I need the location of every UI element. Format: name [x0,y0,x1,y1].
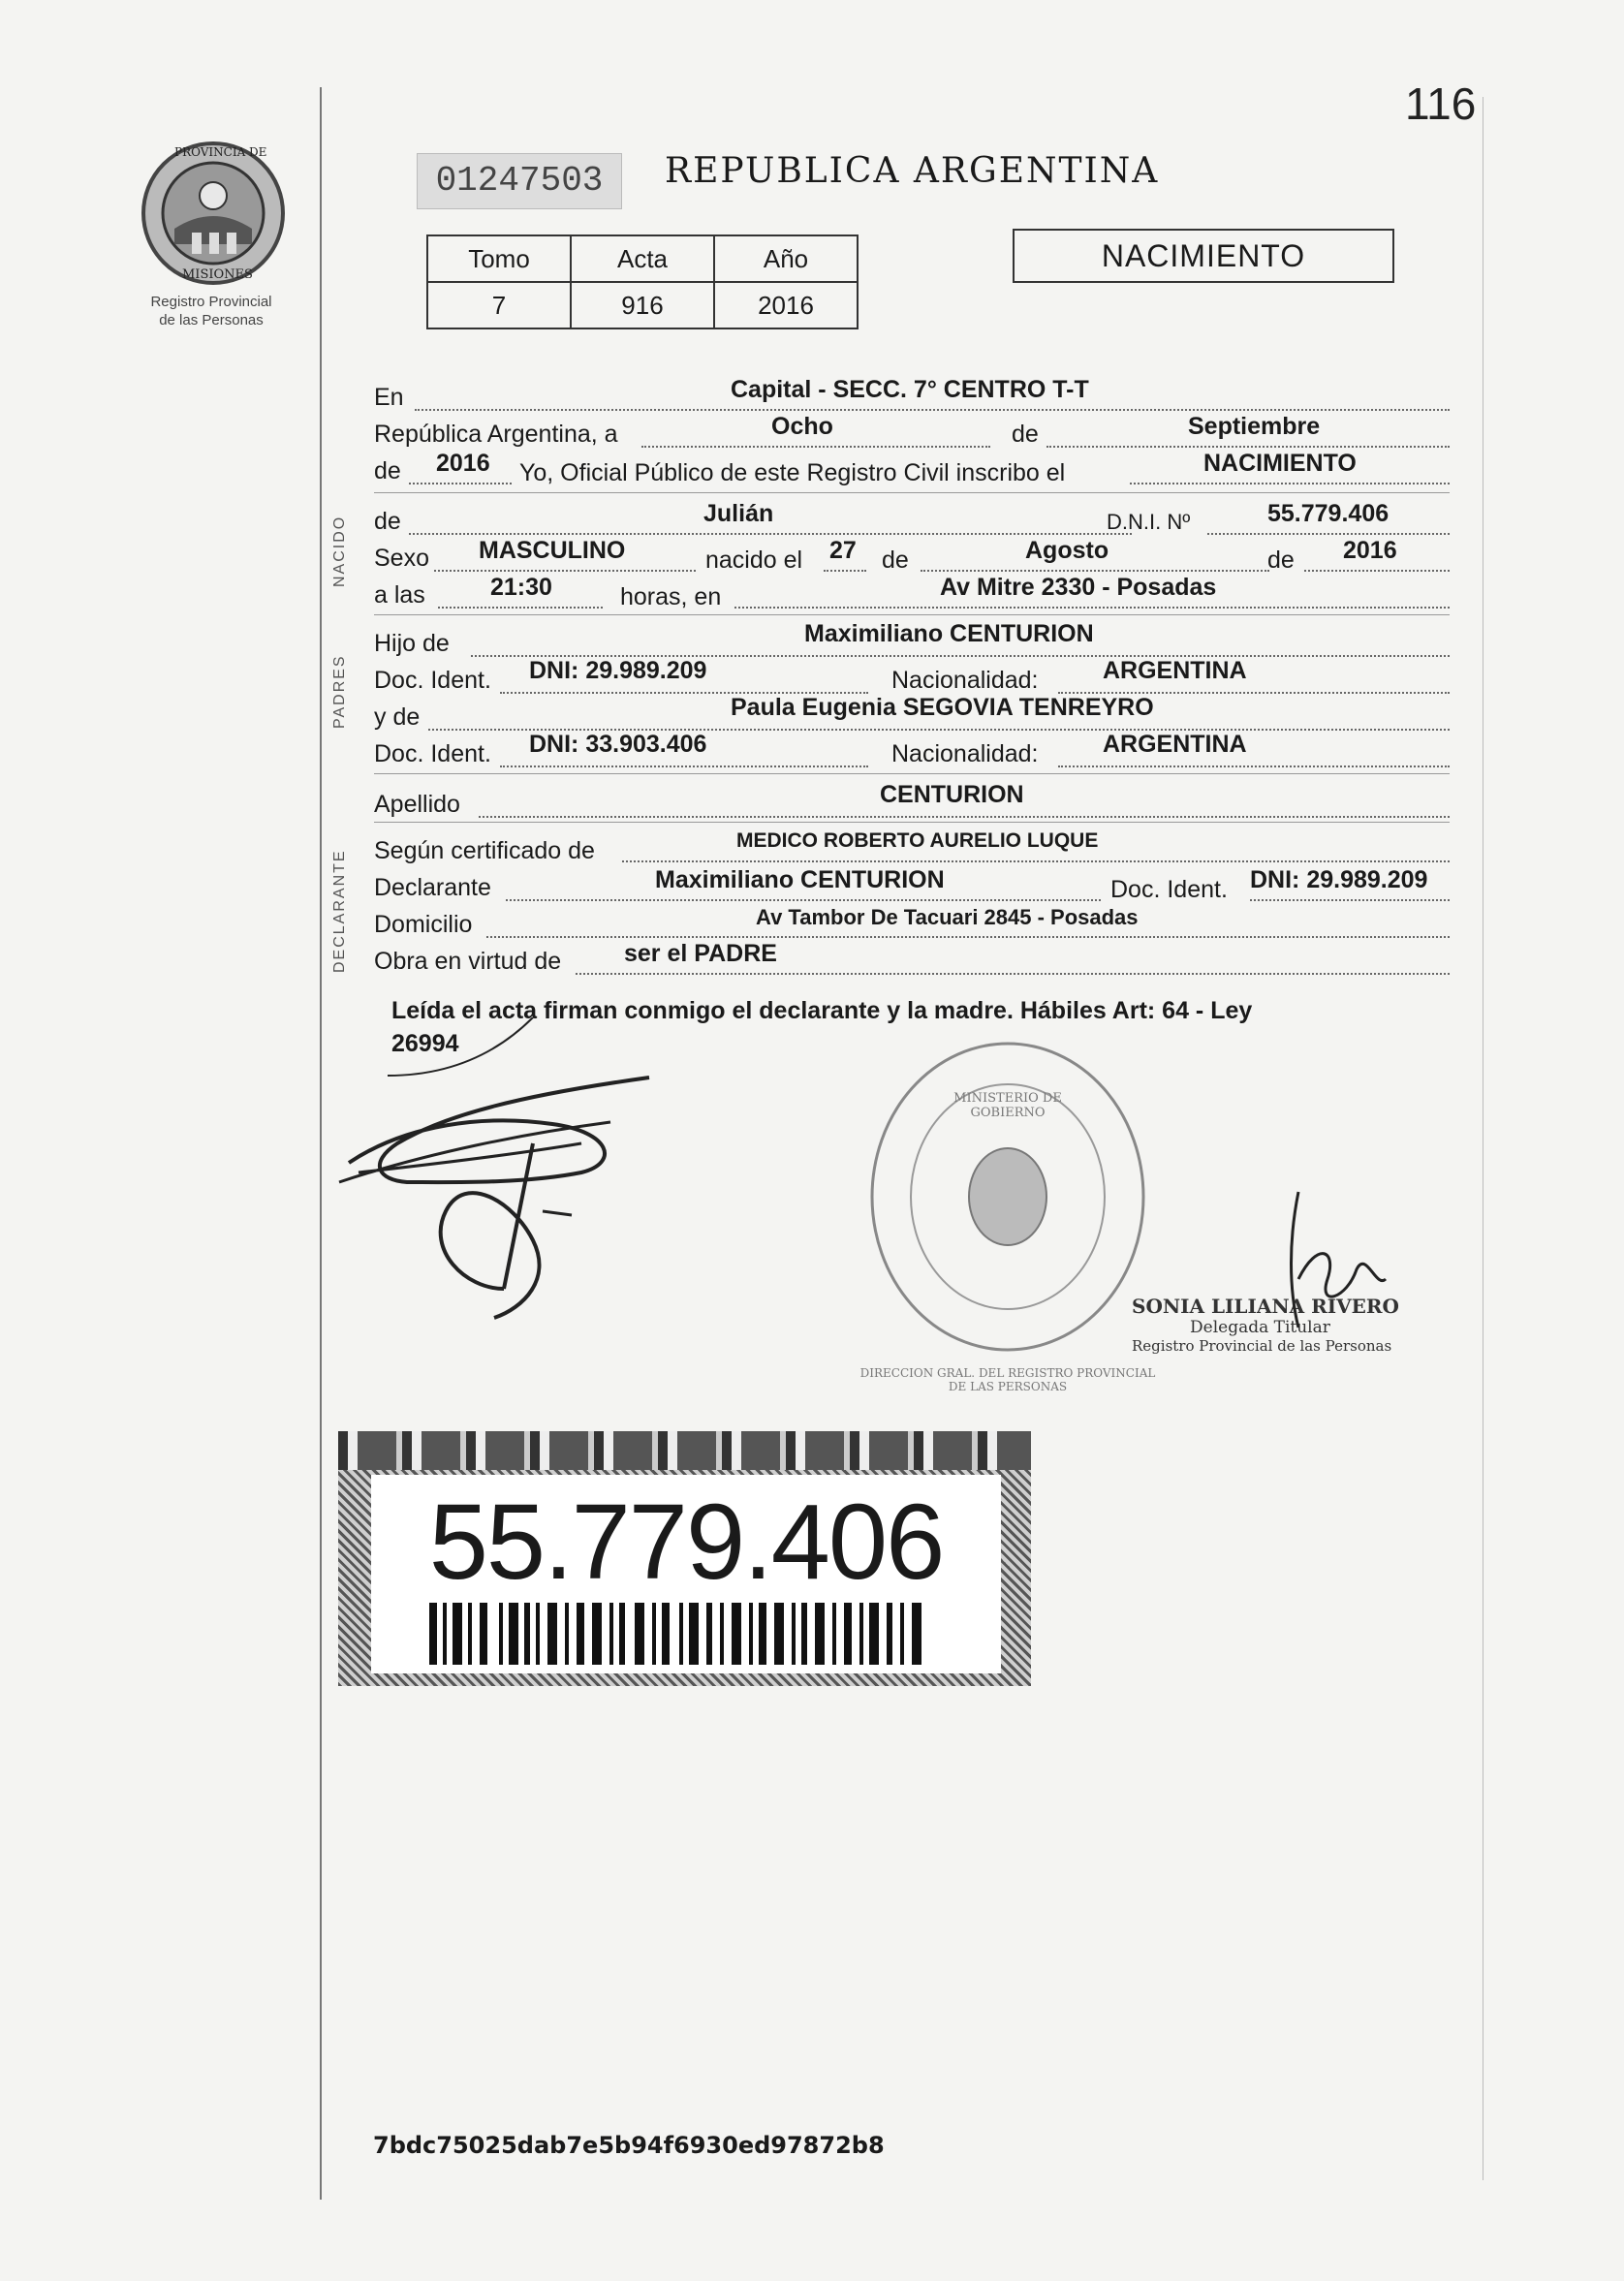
record-table [426,234,859,329]
label-de-anio-nac: de [1267,547,1295,574]
stamp-seal-icon [862,1037,1153,1357]
serial-number: 01247503 [417,153,622,209]
label-doc-ident-madre: Doc. Ident. [374,740,491,767]
row-hora [374,576,1450,609]
row-domicilio [374,905,1450,938]
label-hijo-de: Hijo de [374,630,450,657]
label-de-nombre: de [374,508,401,535]
label-obra-virtud: Obra en virtud de [374,948,562,975]
value-declarante-doc: DNI: 29.989.209 [1250,866,1428,893]
value-mes: Septiembre [1188,413,1321,440]
value-nac-dia: 27 [829,537,857,564]
barcode-bars [429,1603,933,1665]
label-en: En [374,384,404,411]
row-lugar [374,376,1450,413]
row-declarante [374,868,1450,901]
seal-text-top: PROVINCIA DE [174,145,267,159]
seal-text-bottom: MISIONES [182,267,253,282]
value-madre: Paula Eugenia SEGOVIA TENREYRO [731,694,1154,721]
value-dni: 55.779.406 [1267,500,1390,527]
value-nac-anio: 2016 [1343,537,1397,564]
value-dia: Ocho [771,413,833,440]
row-madre [374,696,1450,729]
row-virtud [374,942,1450,975]
value-madre-nac: ARGENTINA [1103,731,1247,758]
country-title: REPUBLICA ARGENTINA [665,151,1160,191]
official-stamp [859,1037,1156,1393]
document-hash: 7bdc75025dab7e5b94f6930ed97872b8 [373,2132,885,2159]
label-doc-ident-padre: Doc. Ident. [374,667,491,694]
section-divider-2 [374,614,1450,615]
value-lugar: Capital - SECC. 7° CENTRO T-T [731,376,1089,403]
registry-label-line-2: de las Personas [159,312,264,328]
row-madre-doc [374,733,1450,766]
section-divider-4 [374,822,1450,823]
side-label-nacido: NACIDO [331,515,348,587]
label-republica-a: República Argentina, a [374,421,618,448]
label-apellido: Apellido [374,791,460,818]
row-certificado [374,831,1450,864]
value-domicilio: Av Tambor De Tacuari 2845 - Posadas [756,905,1139,929]
record-value-tomo: 7 [427,282,571,328]
value-padre: Maximiliano CENTURION [804,620,1094,647]
value-anio: 2016 [436,450,490,477]
stamp-ring-text: DIRECCION GRAL. DEL REGISTRO PROVINCIAL DE LAS PERSONAS [859,1366,1156,1393]
label-declarante: Declarante [374,874,491,901]
value-padre-doc: DNI: 29.989.209 [529,657,707,684]
barcode-inner [371,1475,1001,1673]
signature-official [1260,1182,1415,1337]
label-domicilio: Domicilio [374,911,473,938]
provincial-seal [136,136,291,291]
label-y-de: y de [374,703,421,731]
label-doc-ident-declarante: Doc. Ident. [1110,876,1228,903]
value-nombre: Julián [703,500,774,527]
value-tipo: NACIMIENTO [1203,450,1357,477]
label-de: de [1012,421,1039,448]
row-inscripcion [374,450,1450,486]
value-padre-nac: ARGENTINA [1103,657,1247,684]
label-nacido-el: nacido el [705,547,803,574]
value-sexo: MASCULINO [479,537,626,564]
label-nacionalidad-padre: Nacionalidad: [891,667,1039,694]
section-divider-1 [374,492,1450,493]
record-value-acta: 916 [571,282,714,328]
stamp-inner-text: MINISTERIO DE GOBIERNO [953,1091,1062,1120]
row-padre [374,620,1450,657]
label-yo-oficial: Yo, Oficial Público de este Registro Civil inscribo el [519,459,1066,486]
record-header-anio: Año [714,235,858,282]
label-dni: D.N.I. Nº [1107,510,1191,534]
record-header-acta: Acta [571,235,714,282]
value-declarante: Maximiliano CENTURION [655,866,945,893]
label-sexo: Sexo [374,545,429,572]
row-fecha [374,413,1450,450]
row-nombre [374,502,1450,535]
label-horas-en: horas, en [620,583,722,610]
value-virtud: ser el PADRE [624,940,777,967]
official-office: Registro Provincial de las Personas [1132,1337,1392,1355]
signature-madre [407,1134,601,1328]
label-a-las: a las [374,581,425,609]
closing-law-number: 26994 [391,1030,459,1057]
label-segun-certificado: Según certificado de [374,837,595,864]
side-label-padres: PADRES [331,654,348,729]
value-madre-doc: DNI: 33.903.406 [529,731,707,758]
margin-rule [320,87,322,2200]
barcode-pattern-strip [338,1431,1031,1470]
record-header-tomo: Tomo [427,235,571,282]
barcode-number: 55.779.406 [428,1483,944,1602]
record-type-box: NACIMIENTO [1013,229,1394,283]
value-certificado: MEDICO ROBERTO AURELIO LUQUE [736,829,1099,852]
side-label-declarante: DECLARANTE [331,849,348,973]
registry-label-line-1: Registro Provincial [150,294,272,310]
page-number: 116 [1405,78,1477,129]
row-sexo [374,539,1450,572]
value-apellido: CENTURION [880,781,1024,808]
value-nac-mes: Agosto [1025,537,1109,564]
row-padre-doc [374,659,1450,692]
value-lugar-nac: Av Mitre 2330 - Posadas [940,574,1217,601]
label-nacionalidad-madre: Nacionalidad: [891,740,1039,767]
row-apellido [374,781,1450,818]
label-de-mes: de [882,547,909,574]
barcode-label [338,1431,1031,1686]
registry-label [124,293,298,329]
official-name: SONIA LILIANA RIVERO [1132,1295,1399,1318]
closing-text: Leída el acta firman conmigo el declarante y la madre. Hábiles Art: 64 - Ley [391,997,1253,1024]
official-title: Delegada Titular [1190,1318,1330,1337]
section-divider-3 [374,773,1450,774]
record-value-anio: 2016 [714,282,858,328]
value-hora: 21:30 [490,574,552,601]
label-de-anio: de [374,457,401,484]
